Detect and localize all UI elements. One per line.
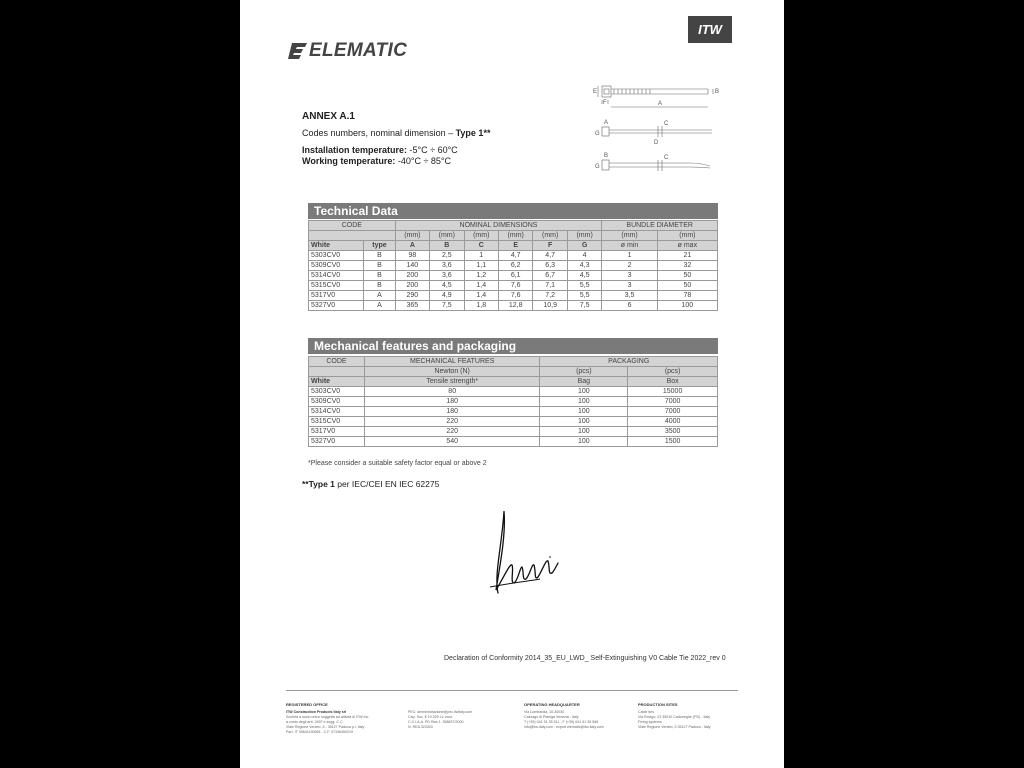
e-cell: 6,2 (498, 261, 532, 271)
diagram-label-e: E (593, 89, 598, 95)
g-cell: 4,5 (567, 271, 601, 281)
e-cell: 4,7 (498, 251, 532, 261)
document-page (240, 0, 784, 768)
e-cell: 7,6 (498, 291, 532, 301)
technical-header-row-2 (309, 231, 718, 241)
bag-cell: 100 (540, 397, 628, 407)
box-cell: 4000 (628, 417, 718, 427)
footer-line: C.C.I.A.A. PD Rea 1. 358837/2000 (408, 720, 464, 724)
code-cell: 5309CV0 (309, 261, 364, 271)
diagram-label-a: A (658, 101, 663, 107)
max-cell: 100 (657, 301, 717, 311)
diagram-label-f: F (603, 100, 607, 106)
min-cell: 2 (602, 261, 657, 271)
itw-badge: ITW (688, 16, 732, 43)
unit-header: (mm) (430, 231, 464, 241)
safety-note: *Please consider a suitable safety factor equal or above 2 (308, 460, 487, 467)
b-cell: 7,5 (430, 301, 464, 311)
code-cell: 5327V0 (309, 301, 364, 311)
type1-rest: per IEC/CEI EN IEC 62275 (334, 479, 440, 489)
g-cell: 5,5 (567, 281, 601, 291)
a-cell: 200 (395, 271, 429, 281)
unit-header: (mm) (533, 231, 567, 241)
footer-line: Cazzago di Pianiga Venezia - Italy (524, 715, 579, 719)
diagram-label-g2: G (595, 164, 600, 170)
mechanical-header-row-1 (309, 357, 718, 367)
min-cell: 3 (602, 271, 657, 281)
type-cell: A (364, 301, 395, 311)
working-temperature (302, 156, 451, 166)
c-cell: 1,4 (464, 291, 498, 301)
max-cell: 78 (657, 291, 717, 301)
c-cell: 1,1 (464, 261, 498, 271)
table-row (309, 427, 718, 437)
codes-type: Type 1** (455, 128, 491, 138)
bag-cell: 100 (540, 437, 628, 447)
declaration-text: Declaration of Conformity 2014_35_EU_LWD_ Self-Extinguishing V0 Cable Tie 2022_rev 0 (444, 655, 726, 662)
footer-line: T (+39) 041 51 35 511 - F (+39) 041 51 35 566 (524, 720, 599, 724)
table-row (309, 261, 718, 271)
footer-line: Part. IT 05641190265 - C.F. 07336450219 (286, 730, 353, 734)
elematic-logo-mark-icon (288, 42, 308, 60)
max-diameter-header: ø max (657, 241, 717, 251)
brand-name: ELEMATIC (309, 40, 408, 61)
b-cell: 4,5 (430, 281, 464, 291)
table-row (309, 387, 718, 397)
diagram-label-g: G (595, 131, 600, 137)
mechanical-header-row-3 (309, 377, 718, 387)
type-cell: B (364, 271, 395, 281)
g-cell: 5,5 (567, 291, 601, 301)
bag-cell: 100 (540, 427, 628, 437)
footer-line: Cap. Soc. € 10.329 i.v. euro (408, 715, 453, 719)
code-cell: 5314CV0 (309, 271, 364, 281)
tensile-header: Tensile strength* (364, 377, 540, 387)
mechanical-features-header: MECHANICAL FEATURES (364, 357, 540, 367)
max-cell: 32 (657, 261, 717, 271)
table-row (309, 437, 718, 447)
registered-office-head: REGISTERED OFFICE (286, 702, 328, 707)
table-row (309, 251, 718, 261)
f-cell: 4,7 (533, 251, 567, 261)
c-cell: 1,2 (464, 271, 498, 281)
footer-line: info@itw-italy.com - export.elematic@itw-italy.com (524, 725, 604, 729)
type-cell: B (364, 281, 395, 291)
mechanical-table (308, 356, 718, 447)
empty-header-cell (309, 231, 396, 241)
code-cell: 5309CV0 (309, 397, 365, 407)
table-row (309, 407, 718, 417)
technical-code-header: CODE (309, 221, 396, 231)
cable-tie-diagram (590, 82, 720, 187)
a-cell: 290 (395, 291, 429, 301)
type1-bold: **Type 1 (302, 479, 335, 489)
diagram-label-c: C (664, 121, 669, 127)
diagram-label-d: D (654, 140, 659, 146)
white-header: White (309, 241, 364, 251)
g-cell: 7,5 (567, 301, 601, 311)
installation-temperature (302, 145, 458, 155)
pcs-header: (pcs) (628, 367, 718, 377)
g-cell: 4 (567, 251, 601, 261)
diagram-label-type-a: A (604, 120, 609, 126)
footer-line: PEC: amministrazione@pec.itwitaly.com (408, 710, 473, 714)
code-cell: 5317V0 (309, 427, 365, 437)
codes-line (302, 128, 490, 138)
a-cell: 365 (395, 301, 429, 311)
technical-data-title: Technical Data (308, 203, 718, 219)
nominal-dimensions-header: NOMINAL DIMENSIONS (395, 221, 602, 231)
f-cell: 6,3 (533, 261, 567, 271)
min-diameter-header: ø min (602, 241, 657, 251)
letter-e-header: E (498, 241, 532, 251)
table-row (309, 301, 718, 311)
box-cell: 1500 (628, 437, 718, 447)
codes-prefix: Codes numbers, nominal dimension – (302, 128, 456, 138)
diagram-label-c2: C (664, 155, 669, 161)
unit-header: (mm) (602, 231, 657, 241)
unit-header: (mm) (498, 231, 532, 241)
f-cell: 7,1 (533, 281, 567, 291)
table-row (309, 397, 718, 407)
pcs-header: (pcs) (540, 367, 628, 377)
newton-cell: 220 (364, 427, 540, 437)
letter-c-header: C (464, 241, 498, 251)
code-cell: 5327V0 (309, 437, 365, 447)
box-cell: 3500 (628, 427, 718, 437)
newton-cell: 220 (364, 417, 540, 427)
elematic-logo (288, 40, 407, 62)
a-cell: 98 (395, 251, 429, 261)
box-cell: 7000 (628, 397, 718, 407)
handwritten-signature (490, 505, 570, 600)
f-cell: 7,2 (533, 291, 567, 301)
table-row (309, 271, 718, 281)
b-cell: 3,6 (430, 271, 464, 281)
min-cell: 3 (602, 281, 657, 291)
bundle-diameter-header: BUNDLE DIAMETER (602, 221, 718, 231)
unit-header: (mm) (464, 231, 498, 241)
footer-line: Viale Regione Veneto, 5 35127 Padova - Italy (638, 725, 711, 729)
f-cell: 10,9 (533, 301, 567, 311)
installation-label: Installation temperature: (302, 145, 408, 155)
table-row (309, 281, 718, 291)
footer-production-sites (638, 702, 748, 730)
min-cell: 6 (602, 301, 657, 311)
b-cell: 3,6 (430, 261, 464, 271)
min-cell: 1 (602, 251, 657, 261)
mechanical-title: Mechanical features and packaging (308, 338, 718, 354)
code-cell: 5303CV0 (309, 387, 365, 397)
code-cell: 5315CV0 (309, 417, 365, 427)
newton-cell: 180 (364, 397, 540, 407)
newton-cell: 540 (364, 437, 540, 447)
working-label: Working temperature: (302, 156, 396, 166)
f-cell: 6,7 (533, 271, 567, 281)
code-cell: 5314CV0 (309, 407, 365, 417)
box-cell: 7000 (628, 407, 718, 417)
operating-head: OPERATING HEADQUARTER (524, 702, 580, 707)
footer-line: N. REA 323303 (408, 725, 433, 729)
code-cell: 5315CV0 (309, 281, 364, 291)
newton-cell: 80 (364, 387, 540, 397)
production-head: PRODUCTION SITES (638, 702, 678, 707)
technical-data-table (308, 220, 718, 311)
max-cell: 50 (657, 271, 717, 281)
table-row (309, 417, 718, 427)
min-cell: 3,5 (602, 291, 657, 301)
working-value: -40°C ÷ 85°C (395, 156, 452, 166)
technical-header-row-3 (309, 241, 718, 251)
footer-line: Viale Regione Veneto, 5 - 35127 Padova p.i. Italy (286, 725, 365, 729)
technical-header-row-1 (309, 221, 718, 231)
diagram-label-type-b: B (604, 153, 609, 159)
c-cell: 1,8 (464, 301, 498, 311)
white-header: White (309, 377, 365, 387)
b-cell: 4,9 (430, 291, 464, 301)
letter-a-header: A (395, 241, 429, 251)
type-header: type (364, 241, 395, 251)
newton-cell: 180 (364, 407, 540, 417)
footer-line: Società a socio unico soggetta ad attività di ITW Inc. (286, 715, 370, 719)
table-row (309, 291, 718, 301)
max-cell: 50 (657, 281, 717, 291)
bag-cell: 100 (540, 417, 628, 427)
annex-title: ANNEX A.1 (302, 111, 355, 122)
c-cell: 1 (464, 251, 498, 261)
box-header: Box (628, 377, 718, 387)
footer-operating-headquarter (524, 702, 634, 730)
diagram-label-b: B (715, 89, 720, 95)
type-cell: B (364, 261, 395, 271)
mechanical-code-header: CODE (309, 357, 365, 367)
g-cell: 4,3 (567, 261, 601, 271)
letter-b-header: B (430, 241, 464, 251)
bag-header: Bag (540, 377, 628, 387)
footer-line: ITW Construction Products Italy srl (286, 710, 347, 714)
footer-line: Via Rovigo, 23 35010 Cadoneghe (PD) - Italy (638, 715, 711, 719)
e-cell: 12,8 (498, 301, 532, 311)
bag-cell: 100 (540, 387, 628, 397)
code-cell: 5303CV0 (309, 251, 364, 261)
b-cell: 2,5 (430, 251, 464, 261)
mechanical-header-row-2 (309, 367, 718, 377)
type-cell: B (364, 251, 395, 261)
footer-registered-office (286, 702, 406, 735)
footer-line: a conto degli artt. 2497 e segg. C.C. (286, 720, 344, 724)
type-cell: A (364, 291, 395, 301)
unit-header: (mm) (567, 231, 601, 241)
footer-pec (408, 710, 518, 730)
type1-note (302, 479, 439, 489)
bag-cell: 100 (540, 407, 628, 417)
e-cell: 6,1 (498, 271, 532, 281)
a-cell: 140 (395, 261, 429, 271)
footer-line: Via Lombardia, 10-30030 (524, 710, 565, 714)
box-cell: 15000 (628, 387, 718, 397)
empty-header-cell (309, 367, 365, 377)
a-cell: 200 (395, 281, 429, 291)
footer-line: Cable ties (638, 710, 654, 714)
letter-f-header: F (533, 241, 567, 251)
code-cell: 5317V0 (309, 291, 364, 301)
footer-line: Fixing systems (638, 720, 662, 724)
footer-divider (286, 690, 738, 691)
c-cell: 1,4 (464, 281, 498, 291)
max-cell: 21 (657, 251, 717, 261)
letter-g-header: G (567, 241, 601, 251)
newton-header: Newton (N) (364, 367, 540, 377)
packaging-header: PACKAGING (540, 357, 718, 367)
e-cell: 7,6 (498, 281, 532, 291)
unit-header: (mm) (395, 231, 429, 241)
unit-header: (mm) (657, 231, 717, 241)
installation-value: -5°C ÷ 60°C (407, 145, 458, 155)
